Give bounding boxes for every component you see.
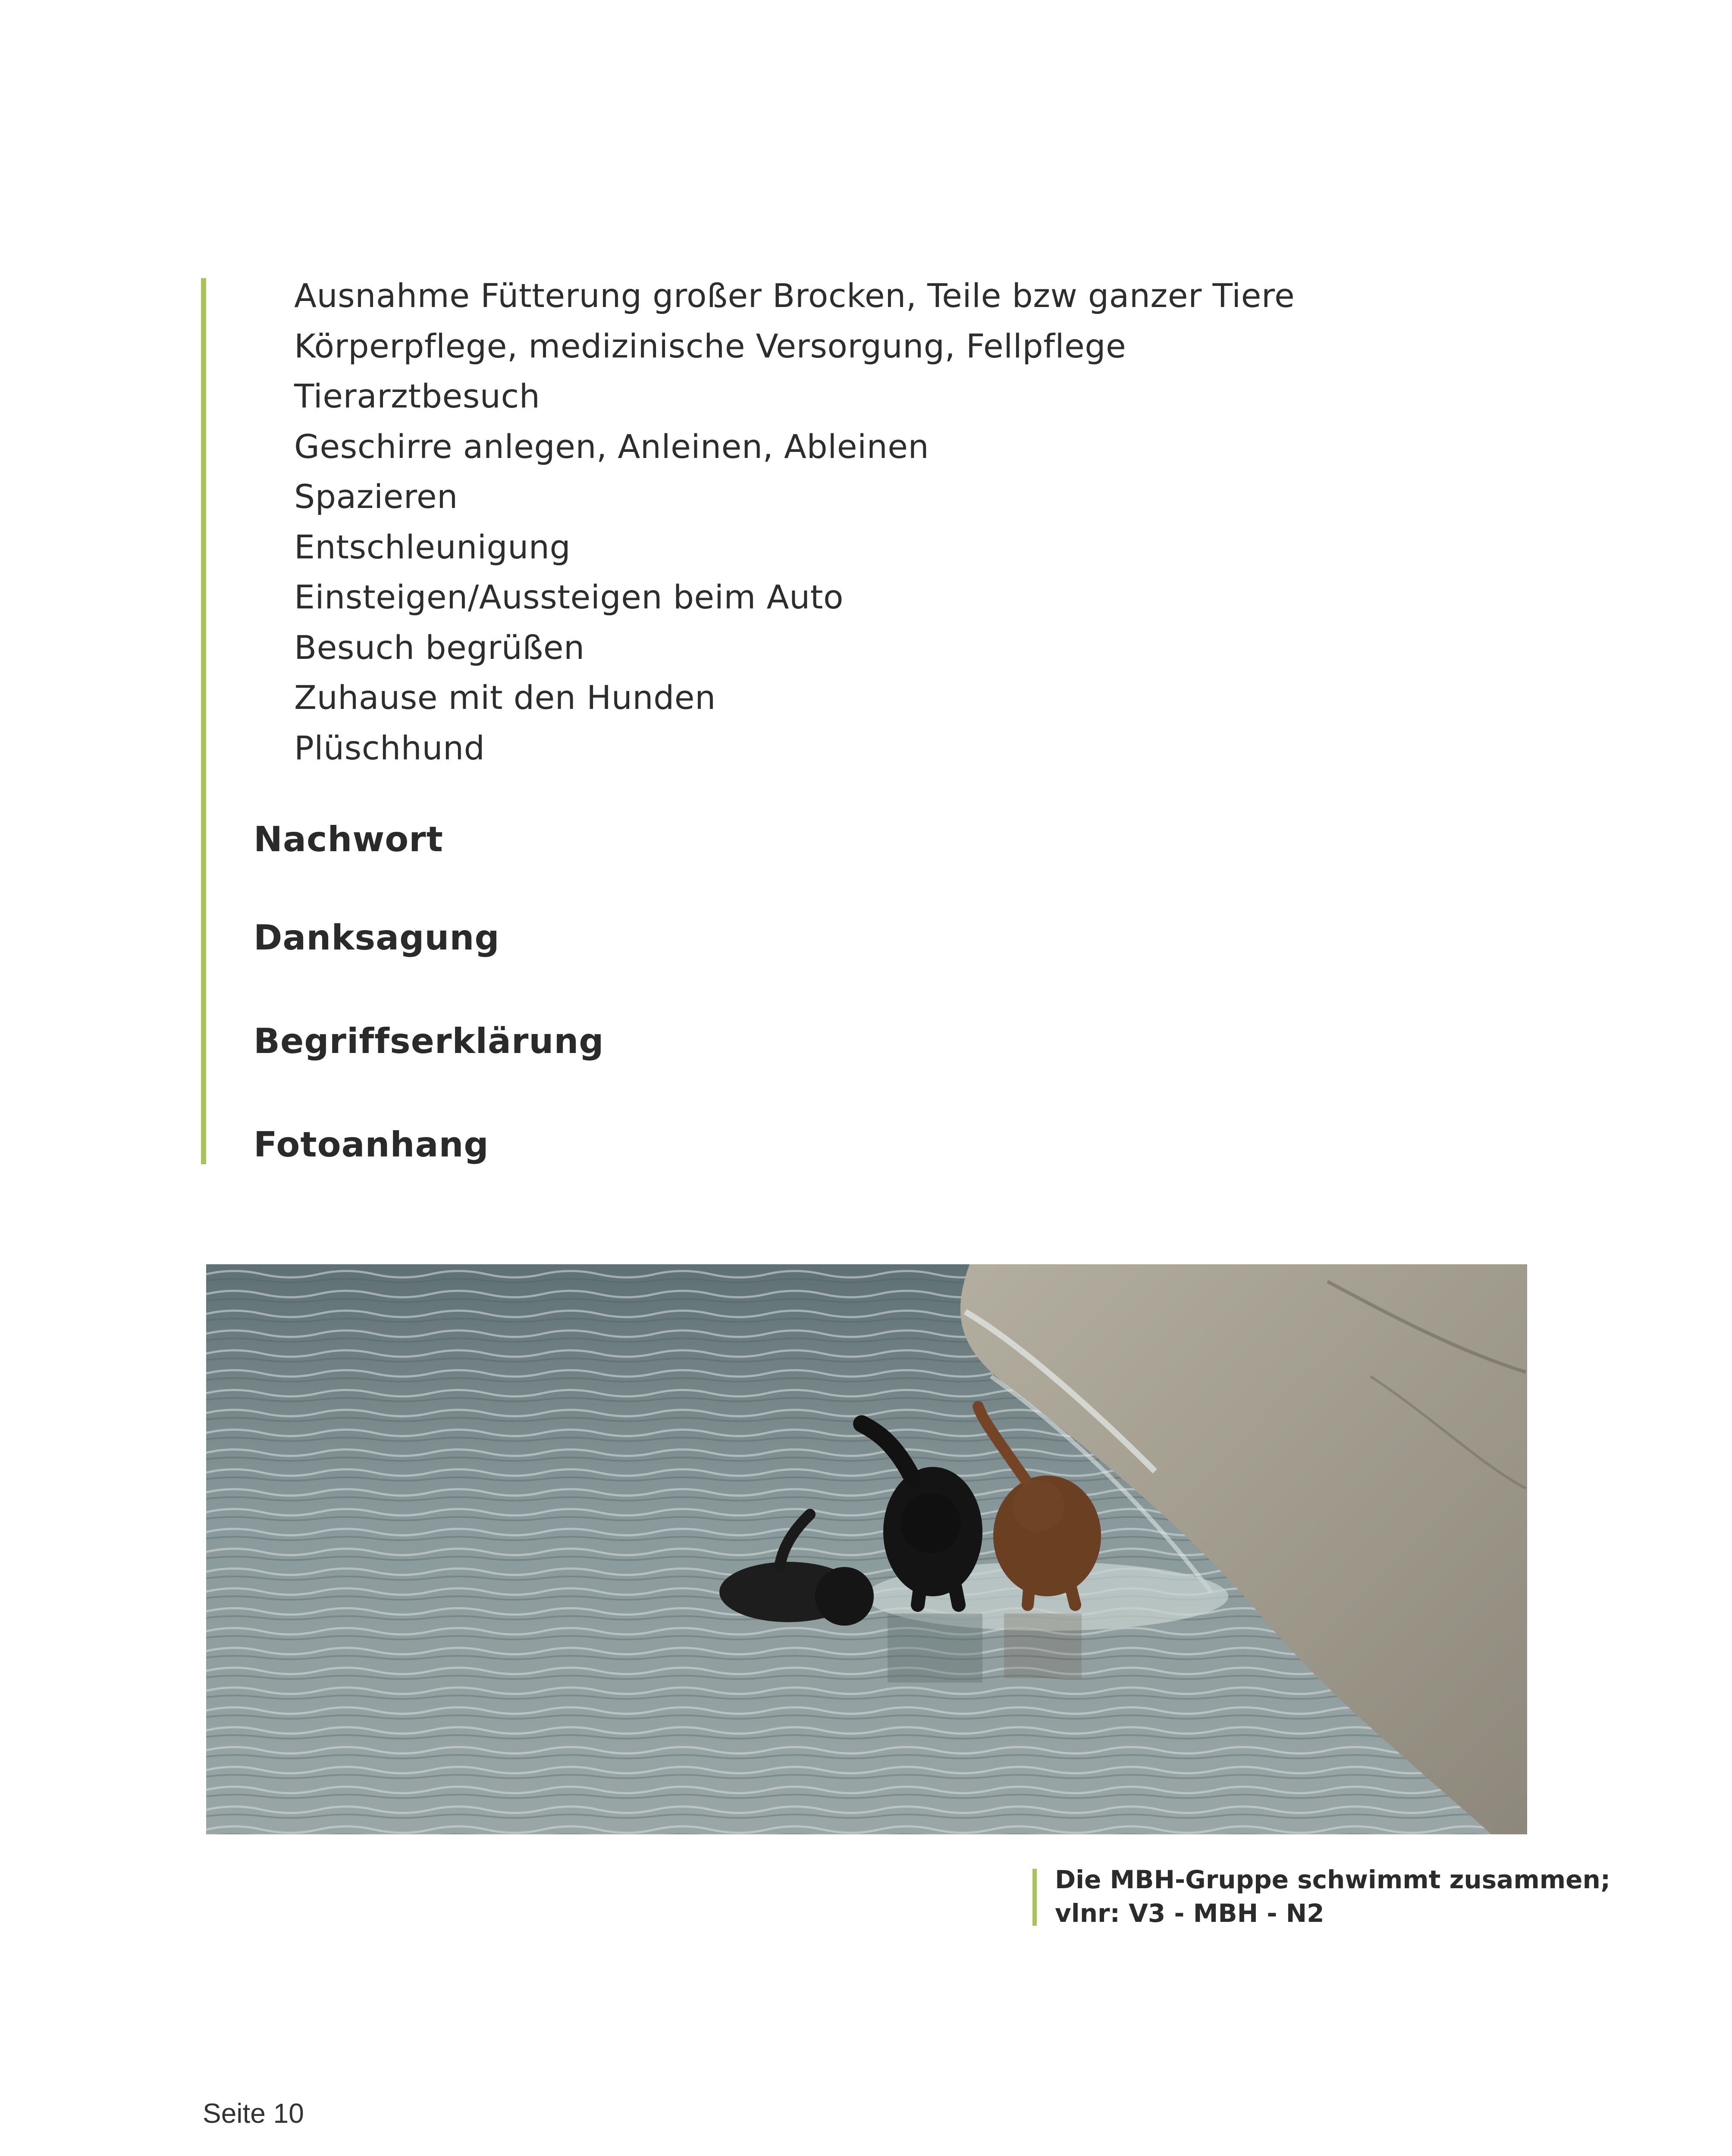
dogs-swimming-photo xyxy=(206,1264,1527,1834)
toc-sub-item: Körperpflege, medizinische Versorgung, Fellpflege xyxy=(294,326,1126,365)
toc-heading-nachwort: Nachwort xyxy=(254,819,443,859)
photo-caption-line1: Die MBH-Gruppe schwimmt zusammen; xyxy=(1055,1865,1611,1894)
toc-heading-fotoanhang: Fotoanhang xyxy=(254,1125,489,1165)
page-number: Seite 10 xyxy=(203,2098,304,2129)
toc-sub-list xyxy=(294,271,1295,773)
photo-caption xyxy=(1055,1863,1610,1930)
toc-heading-begriffserklaerung: Begriffserklärung xyxy=(254,1021,604,1061)
toc-sub-item: Spazieren xyxy=(294,477,458,516)
toc-sub-item: Ausnahme Fütterung großer Brocken, Teile bzw ganzer Tiere xyxy=(294,276,1295,315)
toc-sub-item: Entschleunigung xyxy=(294,527,571,566)
photo-caption-line2: vlnr: V3 - MBH - N2 xyxy=(1055,1899,1324,1928)
toc-accent-bar xyxy=(201,278,206,1164)
toc-sub-item: Besuch begrüßen xyxy=(294,628,585,667)
toc-heading-danksagung: Danksagung xyxy=(254,918,500,958)
toc-sub-item: Geschirre anlegen, Anleinen, Ableinen xyxy=(294,427,929,466)
caption-accent-bar xyxy=(1032,1869,1037,1926)
toc-sub-item: Tierarztbesuch xyxy=(294,377,540,415)
toc-sub-item: Plüschhund xyxy=(294,728,485,767)
toc-sub-item: Einsteigen/Aussteigen beim Auto xyxy=(294,578,844,616)
toc-sub-item: Zuhause mit den Hunden xyxy=(294,678,716,717)
